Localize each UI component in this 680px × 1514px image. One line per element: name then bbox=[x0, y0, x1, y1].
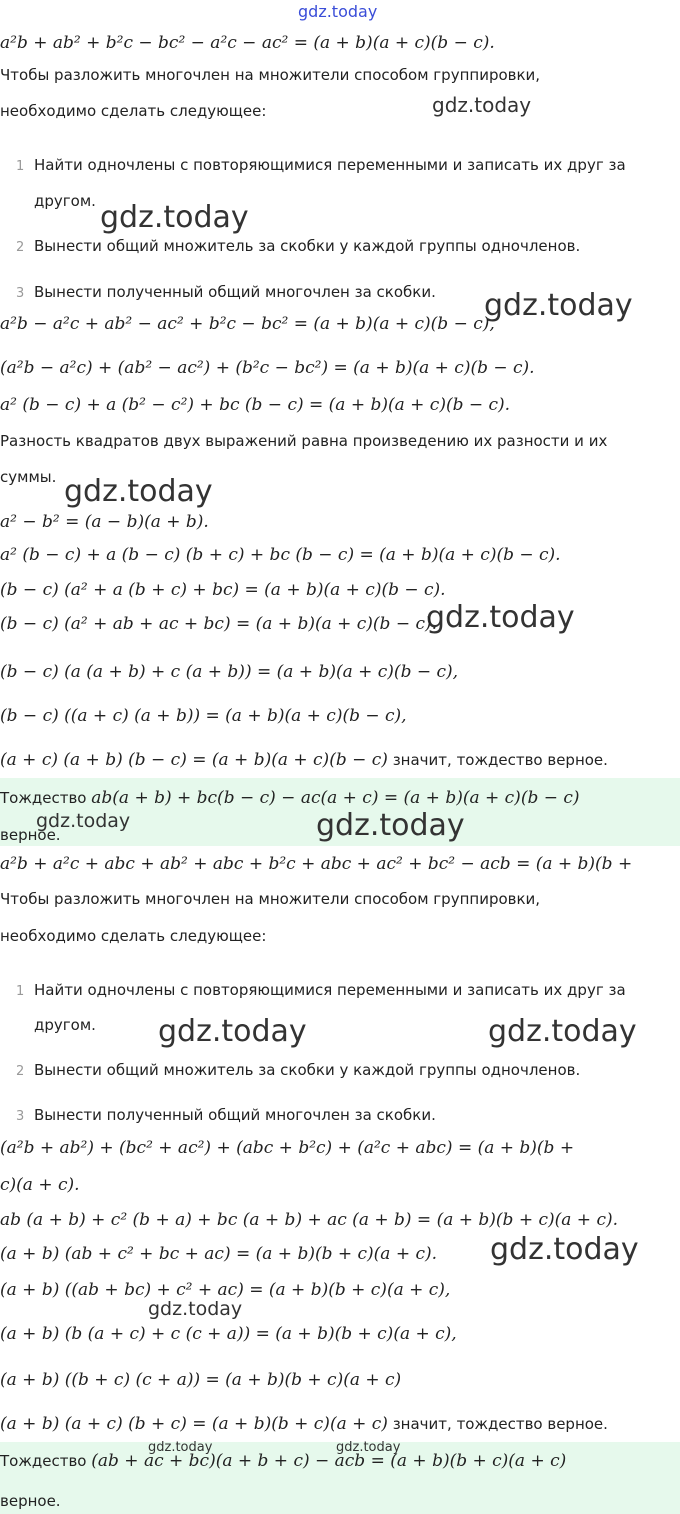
list-item bbox=[16, 1061, 580, 1079]
conclusion-end: верное. bbox=[0, 1492, 61, 1510]
watermark: gdz.today bbox=[64, 474, 213, 509]
watermark: gdz.today bbox=[336, 1440, 401, 1455]
equation: (b − c) ((a + c) (a + b)) = (a + b)(a + c)(b − c), bbox=[0, 706, 407, 726]
list-number: 2 bbox=[16, 240, 25, 255]
watermark: gdz.today bbox=[298, 2, 378, 21]
equation: (b − c) (a (a + b) + c (a + b)) = (a + b)(a + c)(b − c), bbox=[0, 662, 459, 682]
watermark: gdz.today bbox=[432, 93, 532, 117]
watermark: gdz.today bbox=[490, 1232, 639, 1267]
equation: a² − b² = (a − b)(a + b). bbox=[0, 512, 209, 532]
equation bbox=[0, 750, 608, 770]
conclusion-end: верное. bbox=[0, 826, 61, 844]
equation: (a + b) (ab + c² + bc + ac) = (a + b)(b + c)(a + c). bbox=[0, 1244, 438, 1264]
watermark: gdz.today bbox=[484, 288, 633, 323]
conclusion-line bbox=[0, 1451, 566, 1471]
equation: a² (b − c) + a (b − c) (b + c) + bc (b − c) = (a + b)(a + c)(b − c). bbox=[0, 545, 561, 565]
list-item-text: Вынести полученный общий многочлен за скобки. bbox=[34, 283, 436, 301]
conclusion-math: ab(a + b) + bc(b − c) − ac(a + c) = (a + b)(a + c)(b − c) bbox=[91, 788, 580, 808]
conclusion-word: Тождество bbox=[0, 789, 87, 807]
watermark: gdz.today bbox=[158, 1014, 307, 1049]
watermark: gdz.today bbox=[148, 1298, 243, 1320]
conclusion-line bbox=[0, 788, 580, 808]
equation: (a + b) (b (a + c) + c (c + a)) = (a + b)(b + c)(a + c), bbox=[0, 1324, 457, 1344]
watermark: gdz.today bbox=[488, 1014, 637, 1049]
watermark: gdz.today bbox=[100, 200, 249, 235]
equation-note: значит, тождество верное. bbox=[392, 751, 608, 769]
equation-math: (a + c) (a + b) (b − c) = (a + b)(a + c)(b − c) bbox=[0, 750, 388, 770]
equation: a² (b − c) + a (b² − c²) + bc (b − c) = (a + b)(a + c)(b − c). bbox=[0, 395, 511, 415]
equation: a²b + a²c + abc + ab² + abc + b²c + abc + ac² + bc² − acb = (a + b)(b + bbox=[0, 854, 633, 874]
list-item-text: Вынести полученный общий многочлен за скобки. bbox=[34, 1106, 436, 1124]
list-number: 1 bbox=[16, 984, 25, 999]
equation bbox=[0, 1414, 608, 1434]
equation: (a + b) ((ab + bc) + c² + ac) = (a + b)(b + c)(a + c), bbox=[0, 1280, 451, 1300]
list-item-text: Найти одночлены с повторяющимися переменными и записать их друг за bbox=[34, 981, 626, 999]
paragraph: Разность квадратов двух выражений равна произведению их разности и их bbox=[0, 432, 608, 450]
watermark: gdz.today bbox=[426, 600, 575, 635]
paragraph: суммы. bbox=[0, 468, 57, 486]
list-number: 1 bbox=[16, 159, 25, 174]
list-item bbox=[16, 1106, 436, 1124]
list-item-text: Вынести общий множитель за скобки у каждой группы одночленов. bbox=[34, 1061, 581, 1079]
list-number: 2 bbox=[16, 1064, 25, 1079]
paragraph: необходимо сделать следующее: bbox=[0, 927, 267, 945]
equation: (a²b − a²c) + (ab² − ac²) + (b²c − bc²) = (a + b)(a + c)(b − c). bbox=[0, 358, 535, 378]
paragraph: Чтобы разложить многочлен на множители способом группировки, bbox=[0, 890, 541, 908]
watermark: gdz.today bbox=[36, 810, 131, 832]
paragraph: необходимо сделать следующее: bbox=[0, 102, 267, 120]
equation-note: значит, тождество верное. bbox=[392, 1415, 608, 1433]
list-item-text: другом. bbox=[34, 192, 96, 210]
equation: a²b + ab² + b²c − bc² − a²c − ac² = (a + b)(a + c)(b − c). bbox=[0, 33, 495, 53]
equation-math: (a + b) (a + c) (b + c) = (a + b)(b + c)(a + c) bbox=[0, 1414, 388, 1434]
equation: a²b − a²c + ab² − ac² + b²c − bc² = (a + b)(a + c)(b − c), bbox=[0, 314, 495, 334]
equation: ab (a + b) + c² (b + a) + bc (a + b) + ac (a + b) = (a + b)(b + c)(a + c). bbox=[0, 1210, 619, 1230]
equation: (b − c) (a² + a (b + c) + bc) = (a + b)(a + c)(b − c). bbox=[0, 580, 446, 600]
equation: (a + b) ((b + c) (c + a)) = (a + b)(b + c)(a + c) bbox=[0, 1370, 402, 1390]
list-item bbox=[16, 283, 436, 301]
watermark: gdz.today bbox=[148, 1440, 213, 1455]
equation: (b − c) (a² + ab + ac + bc) = (a + b)(a + c)(b − c). bbox=[0, 614, 438, 634]
paragraph: Чтобы разложить многочлен на множители способом группировки, bbox=[0, 66, 541, 84]
list-item-text: Вынести общий множитель за скобки у каждой группы одночленов. bbox=[34, 237, 581, 255]
list-item bbox=[16, 981, 626, 999]
list-item bbox=[16, 237, 580, 255]
list-number: 3 bbox=[16, 1109, 25, 1124]
watermark: gdz.today bbox=[316, 808, 465, 843]
list-item-text: другом. bbox=[34, 1016, 96, 1034]
list-item bbox=[16, 156, 626, 174]
list-number: 3 bbox=[16, 286, 25, 301]
equation: (a²b + ab²) + (bc² + ac²) + (abc + b²c) + (a²c + abc) = (a + b)(b + bbox=[0, 1138, 575, 1158]
equation: c)(a + c). bbox=[0, 1175, 80, 1195]
list-item-text: Найти одночлены с повторяющимися переменными и записать их друг за bbox=[34, 156, 626, 174]
conclusion-word: Тождество bbox=[0, 1452, 87, 1470]
conclusion-math: (ab + ac + bc)(a + b + c) − acb = (a + b)(b + c)(a + c) bbox=[91, 1451, 567, 1471]
